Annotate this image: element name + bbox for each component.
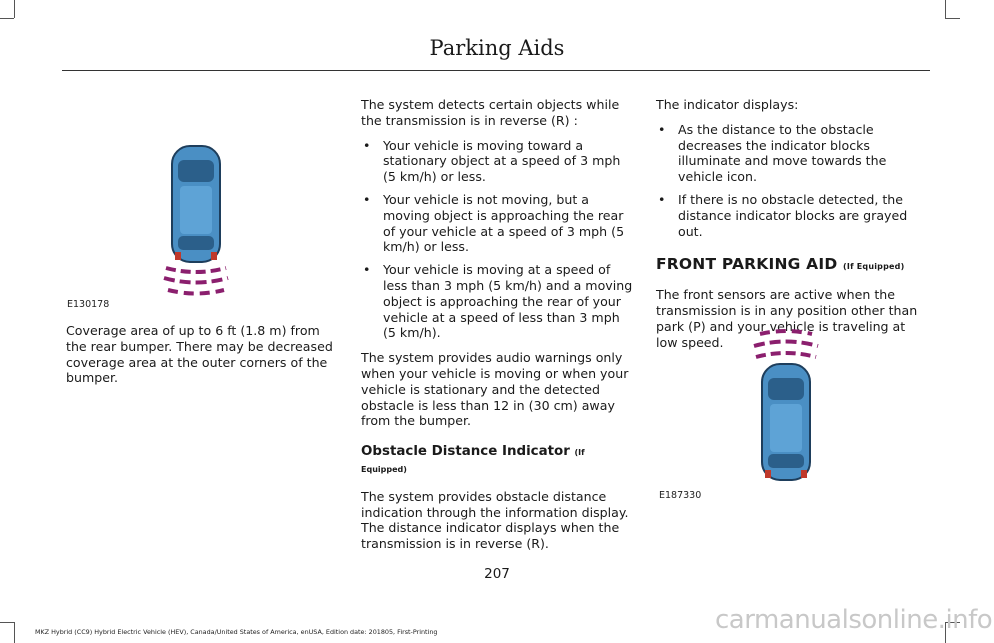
section-heading [361, 444, 633, 478]
list-item: • Your vehicle is moving at a speed of less than 3 mph (5 km/h) and a moving object is approaching the rear of your vehicle at a speed of less than 3 mph (5 km/h). [361, 262, 633, 341]
vehicle-icon [762, 364, 810, 480]
vehicle-icon [172, 146, 220, 262]
section-qualifier: (If Equipped) [843, 262, 905, 272]
list-item: • Your vehicle is not moving, but a moving object is approaching the rear of your vehicle at a speed of 3 mph (5 km/h) or less. [361, 192, 633, 255]
crop-mark [0, 622, 14, 623]
list-item: • If there is no obstacle detected, the distance indicator blocks are grayed out. [656, 192, 930, 239]
coverage-paragraph: Coverage area of up to 6 ft (1.8 m) from the rear bumper. There may be decreased coverage area at the outer corners of the bumper. [66, 323, 333, 386]
indicator-list [656, 122, 930, 240]
footer-text: MKZ Hybrid (CC9) Hybrid Electric Vehicle (HEV), Canada/United States of America, enUSA, Edition date: 201805, First-Printing [35, 628, 438, 636]
column-1 [66, 323, 338, 395]
column-3 [656, 97, 930, 359]
rear-sensor-figure [162, 140, 232, 300]
crop-mark [945, 18, 960, 19]
audio-paragraph: The system provides audio warnings only when your vehicle is moving or when your vehicle is stationary and the detected obstacle is less than 12 in (30 cm) away from the bumper. [361, 350, 629, 429]
figure-label: E187330 [659, 490, 702, 501]
crop-mark [945, 0, 946, 18]
header-rule [62, 70, 930, 71]
list-item: • As the distance to the obstacle decreases the indicator blocks illuminate and move towards the vehicle icon. [656, 122, 930, 185]
indicator-paragraph: The system provides obstacle distance indication through the information display. The distance indicator displays when the transmission is in reverse (R). [361, 488, 629, 552]
section-qualifier: (If Equipped) [361, 448, 585, 474]
page-number: 207 [484, 566, 510, 582]
crop-mark [0, 18, 14, 19]
crop-mark [14, 622, 15, 643]
list-item: • Your vehicle is moving toward a stationary object at a speed of 3 mph (5 km/h) or less. [361, 138, 633, 185]
detection-intro: The system detects certain objects while the transmission is in reverse (R) : [361, 97, 620, 128]
crop-mark [14, 0, 15, 18]
watermark: carmanualsonline.info [715, 605, 993, 635]
front-sensors-paragraph: The front sensors are active when the transmission is in any position other than park (P) and your vehicle is traveling at low speed. [656, 287, 918, 350]
page-title: Parking Aids [429, 36, 565, 60]
section-heading-text: Obstacle Distance Indicator [361, 444, 570, 460]
front-sensor-figure [752, 326, 822, 486]
figure-label: E130178 [67, 299, 110, 310]
indicator-intro: The indicator displays: [656, 97, 799, 112]
section-heading-text: FRONT PARKING AID [656, 255, 838, 274]
front-sensor-arcs [754, 331, 818, 357]
detection-list [361, 138, 633, 342]
rear-sensor-arcs [164, 268, 228, 294]
column-2 [361, 97, 633, 561]
section-heading [656, 257, 930, 275]
